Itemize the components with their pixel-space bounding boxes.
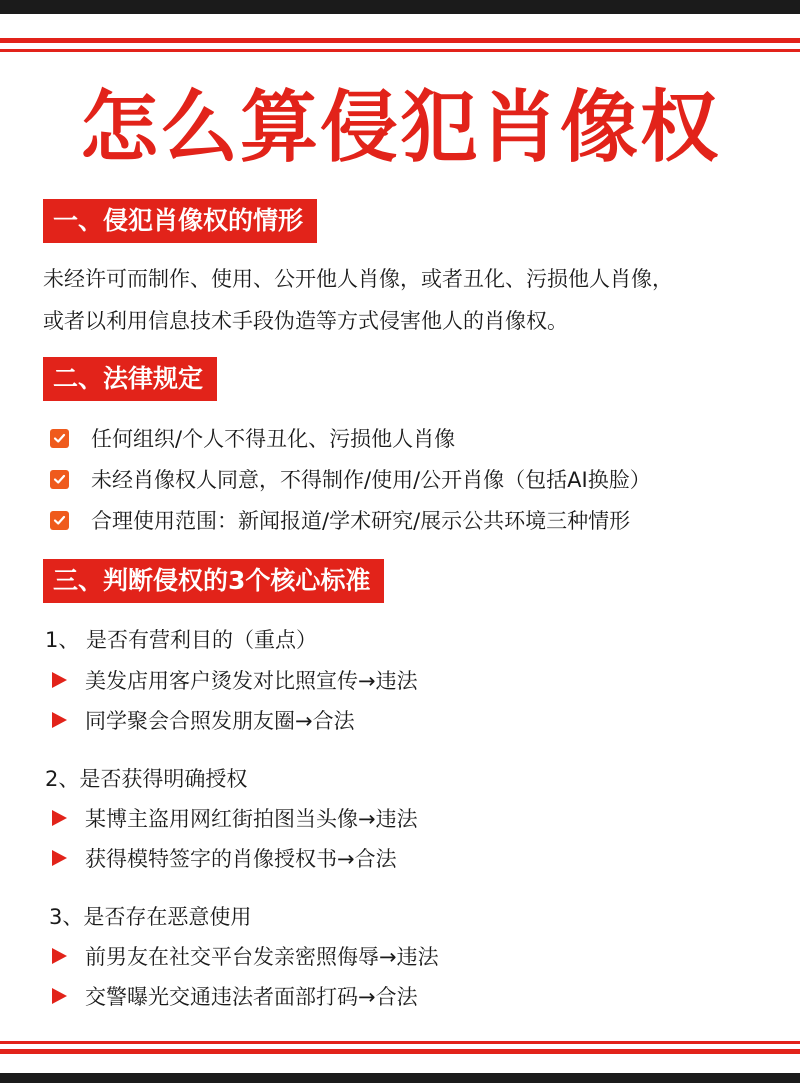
example-text: 美发店用客户烫发对比照宣传→违法 bbox=[85, 669, 418, 693]
bottom-border bbox=[0, 1073, 800, 1083]
example-text: 前男友在社交平台发亲密照侮辱→违法 bbox=[85, 945, 439, 969]
example-text: 同学聚会合照发朋友圈→合法 bbox=[85, 709, 355, 733]
example-item bbox=[52, 801, 418, 835]
example-item bbox=[52, 663, 418, 697]
top-border bbox=[0, 0, 800, 14]
example-text: 获得模特签字的肖像授权书→合法 bbox=[85, 847, 397, 871]
law-item bbox=[50, 503, 630, 537]
red-rule-bottom-1 bbox=[0, 1041, 800, 1044]
example-item bbox=[52, 841, 397, 875]
example-text: 某博主盗用网红街拍图当头像→违法 bbox=[85, 807, 418, 831]
arrow-icon bbox=[52, 810, 67, 826]
example-item bbox=[52, 703, 355, 737]
law-item-text: 任何组织/个人不得丑化、污损他人肖像 bbox=[91, 427, 456, 451]
criterion-label: 1、 是否有营利目的（重点） bbox=[45, 628, 318, 652]
page-title: 怎么算侵犯肖像权 bbox=[79, 83, 720, 173]
checkbox-icon bbox=[50, 470, 69, 489]
arrow-icon bbox=[52, 712, 67, 728]
example-item bbox=[52, 939, 439, 973]
example-text: 交警曝光交通违法者面部打码→合法 bbox=[85, 985, 418, 1009]
arrow-icon bbox=[52, 850, 67, 866]
paragraph-line: 或者以利用信息技术手段伪造等方式侵害他人的肖像权。 bbox=[43, 309, 568, 333]
paragraph-line: 未经许可而制作、使用、公开他人肖像，或者丑化、污损他人肖像， bbox=[43, 267, 673, 291]
example-item bbox=[52, 979, 418, 1013]
law-item-text: 合理使用范围：新闻报道/学术研究/展示公共环境三种情形 bbox=[91, 509, 631, 533]
section-heading-1: 一、侵犯肖像权的情形 bbox=[43, 199, 317, 243]
checkbox-icon bbox=[50, 511, 69, 530]
law-item bbox=[50, 462, 651, 496]
criterion-label: 3、是否存在恶意使用 bbox=[49, 905, 252, 929]
law-item bbox=[50, 421, 455, 455]
section-heading-3: 三、判断侵权的3个核心标准 bbox=[43, 559, 384, 603]
arrow-icon bbox=[52, 988, 67, 1004]
criterion-label: 2、是否获得明确授权 bbox=[45, 767, 248, 791]
arrow-icon bbox=[52, 672, 67, 688]
section-1-paragraph bbox=[43, 258, 763, 342]
arrow-icon bbox=[52, 948, 67, 964]
section-heading-2: 二、法律规定 bbox=[43, 357, 217, 401]
red-rule-top-1 bbox=[0, 38, 800, 43]
red-rule-top-2 bbox=[0, 49, 800, 52]
law-item-text: 未经肖像权人同意，不得制作/使用/公开肖像（包括AI换脸） bbox=[91, 468, 651, 492]
checkbox-icon bbox=[50, 429, 69, 448]
red-rule-bottom-2 bbox=[0, 1049, 800, 1054]
